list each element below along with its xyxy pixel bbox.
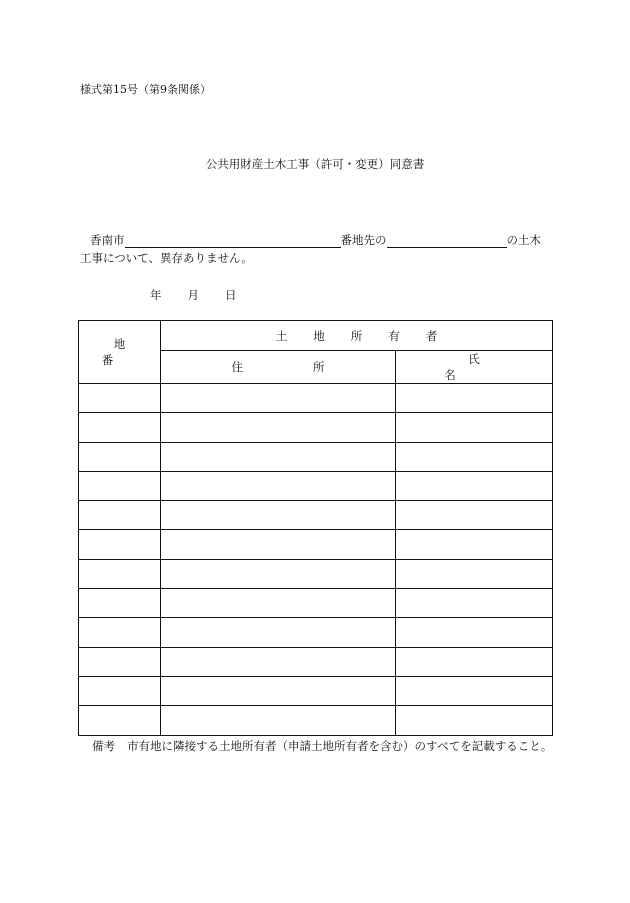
address-cell[interactable] — [161, 676, 396, 705]
address-cell[interactable] — [161, 559, 396, 588]
table-row — [79, 442, 553, 471]
table-row — [79, 413, 553, 442]
landowner-header: 土地所有者 — [161, 321, 553, 351]
lot-number-cell[interactable] — [79, 530, 161, 559]
date-line — [150, 287, 237, 303]
lot-number-cell[interactable] — [79, 559, 161, 588]
address-cell[interactable] — [161, 413, 396, 442]
document-title: 公共用財産土木工事（許可・変更）同意書 — [205, 157, 425, 171]
consent-suffix-text: の土木 — [506, 233, 541, 247]
table-row — [79, 384, 553, 413]
remark-label: 備考 — [92, 739, 115, 753]
lot-number-cell[interactable] — [79, 706, 161, 735]
date-month-label: 月 — [187, 288, 199, 302]
name-cell[interactable] — [396, 618, 553, 647]
lot-number-cell[interactable] — [79, 647, 161, 676]
address-header: 住所 — [161, 351, 396, 384]
date-year-label: 年 — [150, 288, 162, 302]
lot-number-cell[interactable] — [79, 589, 161, 618]
landowner-table — [78, 320, 553, 736]
name-cell[interactable] — [396, 442, 553, 471]
lot-number-cell[interactable] — [79, 413, 161, 442]
address-cell[interactable] — [161, 618, 396, 647]
address-cell[interactable] — [161, 589, 396, 618]
lot-number-cell[interactable] — [79, 442, 161, 471]
lot-number-cell[interactable] — [79, 501, 161, 530]
date-day-label: 日 — [225, 288, 237, 302]
name-cell[interactable] — [396, 706, 553, 735]
address-cell[interactable] — [161, 706, 396, 735]
consent-statement-line2: 工事について、異存ありません。 — [80, 251, 253, 265]
table-row — [79, 706, 553, 735]
address-cell[interactable] — [161, 471, 396, 500]
name-header: 氏名 — [396, 351, 553, 384]
name-cell[interactable] — [396, 676, 553, 705]
address-cell[interactable] — [161, 530, 396, 559]
name-cell[interactable] — [396, 589, 553, 618]
address-blank-field[interactable] — [125, 234, 341, 248]
lot-prefix-text: 番地先の — [340, 233, 387, 247]
table-row — [79, 501, 553, 530]
address-cell[interactable] — [161, 442, 396, 471]
address-cell[interactable] — [161, 501, 396, 530]
consent-statement — [90, 232, 541, 248]
lot-number-header: 地番 — [79, 321, 161, 384]
name-cell[interactable] — [396, 471, 553, 500]
form-number: 様式第15号（第9条関係） — [80, 83, 211, 96]
lot-blank-field[interactable] — [387, 234, 507, 248]
address-cell[interactable] — [161, 384, 396, 413]
name-cell[interactable] — [396, 559, 553, 588]
name-cell[interactable] — [396, 501, 553, 530]
lot-number-cell[interactable] — [79, 471, 161, 500]
name-cell[interactable] — [396, 647, 553, 676]
lot-number-cell[interactable] — [79, 384, 161, 413]
lot-number-cell[interactable] — [79, 676, 161, 705]
remark-note — [92, 738, 552, 754]
remark-text: 市有地に隣接する土地所有者（申請土地所有者を含む）のすべてを記載すること。 — [127, 739, 553, 753]
lot-number-cell[interactable] — [79, 618, 161, 647]
table-row — [79, 589, 553, 618]
city-name: 香南市 — [90, 233, 125, 247]
table-row — [79, 530, 553, 559]
name-cell[interactable] — [396, 413, 553, 442]
table-row — [79, 676, 553, 705]
address-cell[interactable] — [161, 647, 396, 676]
table-row — [79, 618, 553, 647]
table-row — [79, 647, 553, 676]
table-row — [79, 471, 553, 500]
name-cell[interactable] — [396, 530, 553, 559]
name-cell[interactable] — [396, 384, 553, 413]
table-row — [79, 559, 553, 588]
